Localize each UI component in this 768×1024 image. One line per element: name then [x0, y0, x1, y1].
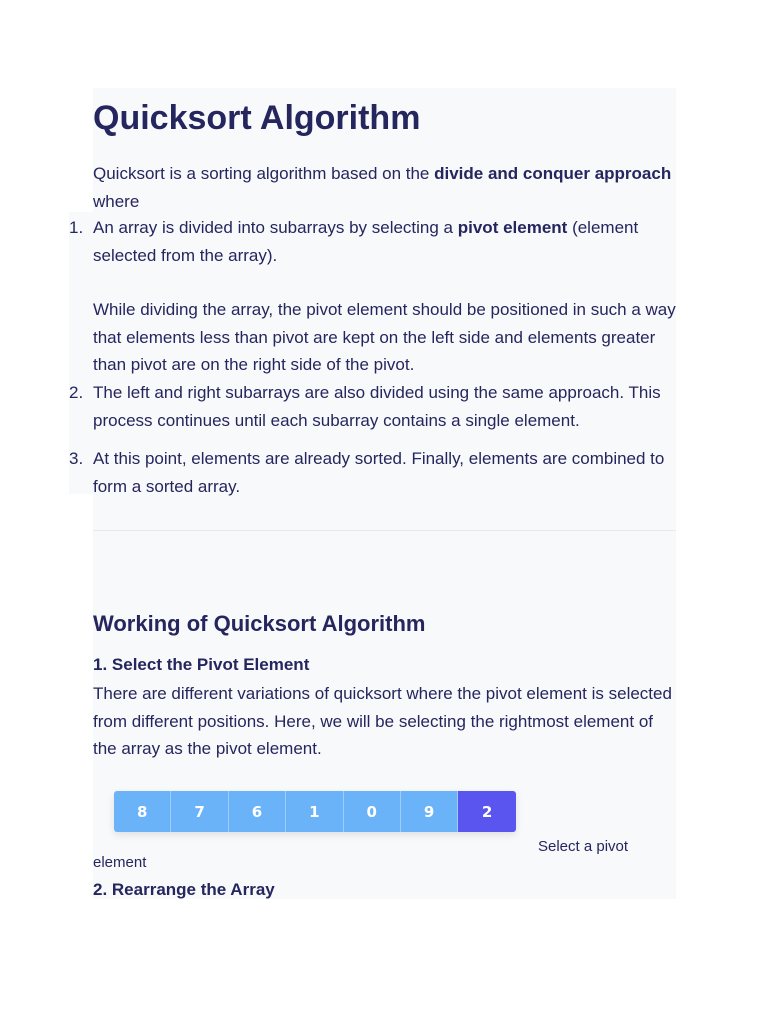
list-item-1-note: While dividing the array, the pivot element should be positioned in such a way that elements less than pivot are kept on the left side and elements greater than pivot are on the right side of the pivot.	[93, 300, 676, 374]
page-title: Quicksort Algorithm	[93, 99, 421, 137]
array-diagram	[114, 791, 516, 832]
step1-heading: 1. Select the Pivot Element	[93, 655, 310, 674]
array-cell: 0	[344, 791, 401, 832]
step1-paragraph: There are different variations of quicksort where the pivot element is selected from different positions. Here, we will be selecting the rightmost element of the array as the pivot element.	[93, 684, 672, 758]
list-number-2: 2.	[69, 383, 84, 402]
list-item-2: The left and right subarrays are also divided using the same approach. This process continues until each subarray contains a single element.	[93, 383, 661, 430]
step2-heading: 2. Rearrange the Array	[93, 880, 275, 899]
array-cell: 1	[286, 791, 343, 832]
array-cell: 6	[229, 791, 286, 832]
section-heading: Working of Quicksort Algorithm	[93, 611, 426, 636]
list-item-1	[93, 214, 676, 269]
list-number-1: 1.	[69, 218, 84, 237]
list-item-1-text-end: (element selected from the array).	[93, 218, 639, 265]
list-item-1-bold: pivot element	[457, 218, 568, 237]
list-item-3: At this point, elements are already sorted. Finally, elements are combined to form a sorted array.	[93, 449, 665, 496]
intro-text: Quicksort is a sorting algorithm based on the	[93, 164, 435, 183]
array-cell: 8	[114, 791, 171, 832]
intro-text-end: where	[93, 191, 140, 211]
array-caption-continued: element	[93, 854, 147, 871]
list-number-3: 3.	[69, 449, 84, 468]
array-cell: 7	[171, 791, 228, 832]
array-cell-pivot: 2	[458, 791, 515, 832]
list-item-1-text: An array is divided into subarrays by selecting a	[93, 218, 458, 237]
array-cell: 9	[401, 791, 458, 832]
intro-bold: divide and conquer approach	[434, 164, 672, 183]
intro-paragraph	[93, 160, 676, 215]
array-caption: Select a pivot	[538, 838, 629, 855]
